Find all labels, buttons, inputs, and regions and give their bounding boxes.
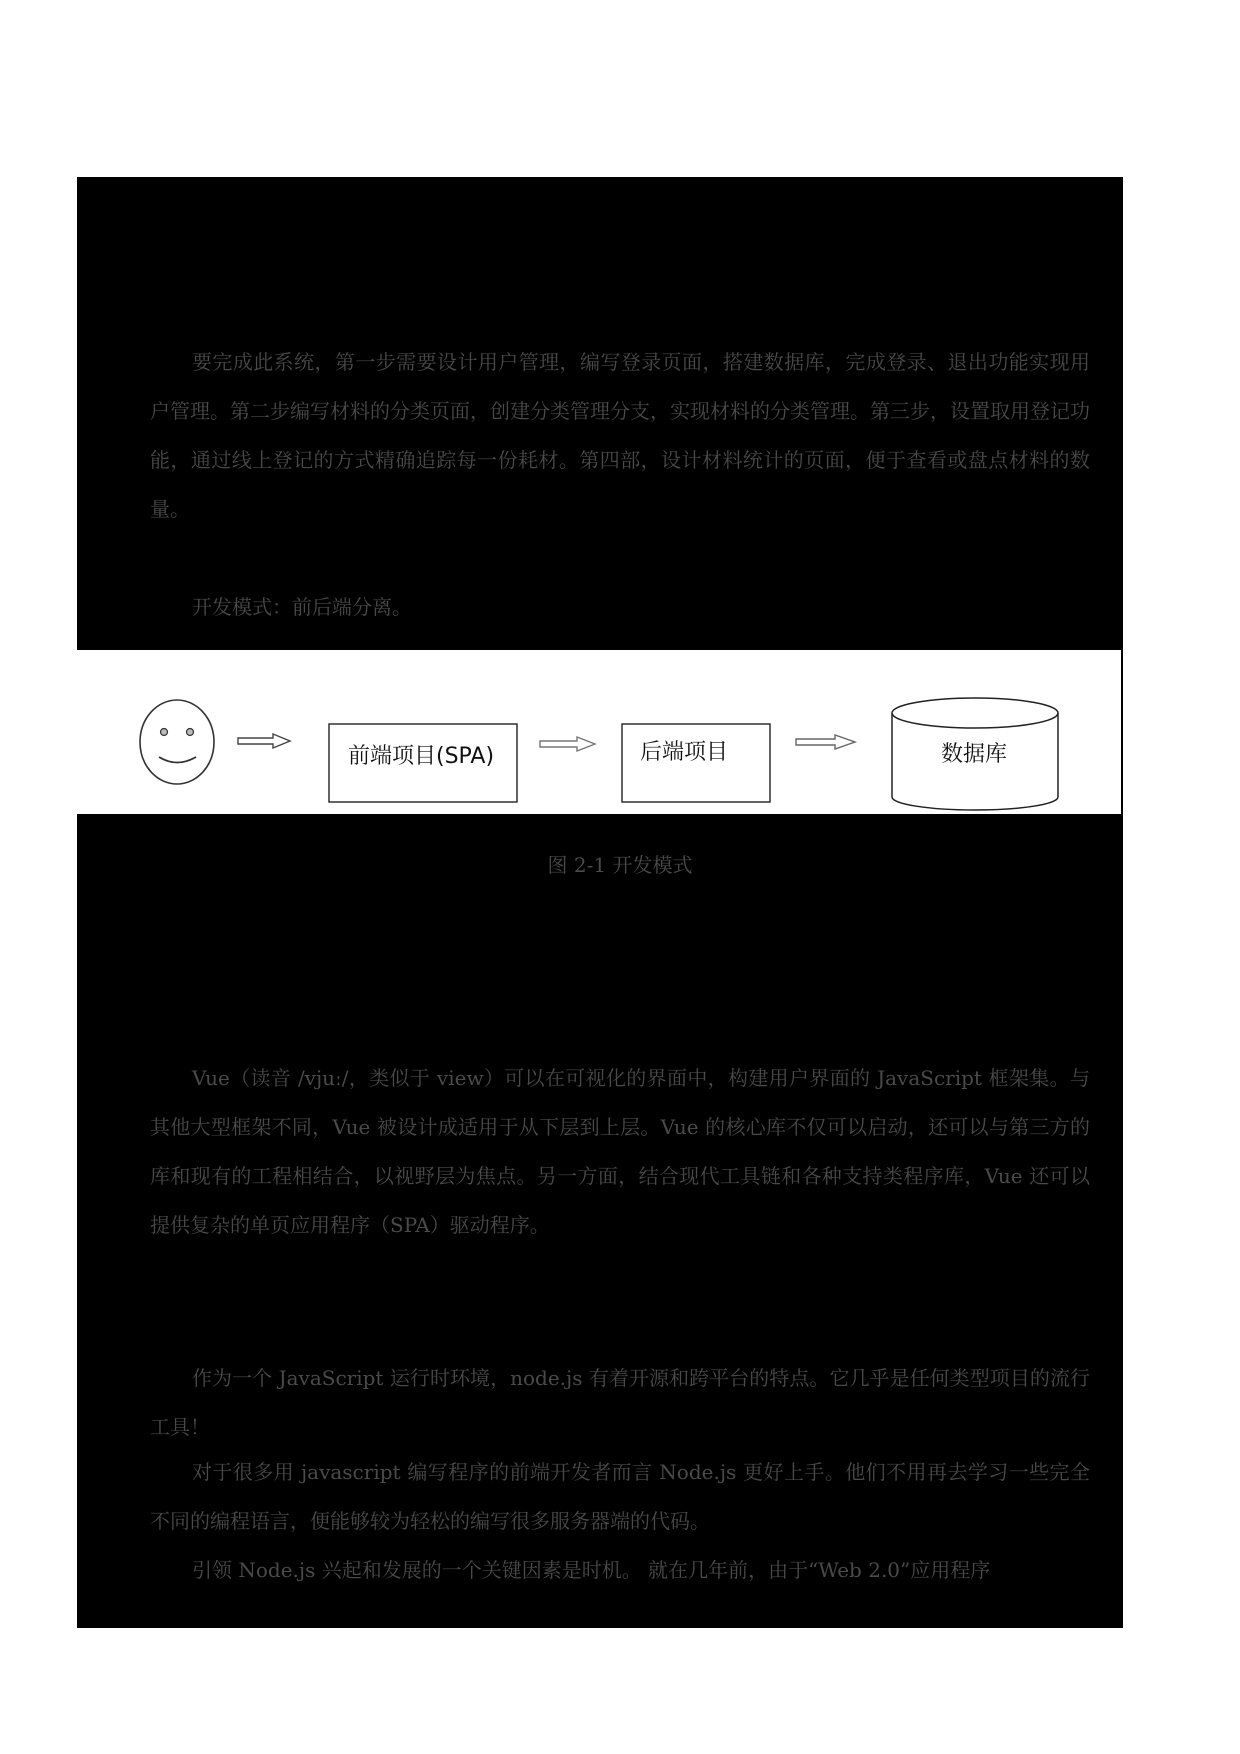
frontend-node [329, 724, 517, 802]
arrow-right-icon [796, 735, 855, 749]
architecture-diagram [77, 650, 1123, 814]
frontend-label: 前端项目(SPA) [348, 744, 495, 769]
arrow-right-icon [540, 737, 595, 751]
backend-label: 后端项目 [640, 740, 729, 765]
figure-caption: 图 2-1 开发模式 [547, 853, 693, 877]
paragraph-nodejs-timing: 引领 Node.js 兴起和发展的一个关键因素是时机。 就在几年前，由于“Web 2.0”应用程序 [192, 1558, 991, 1582]
paragraph-dev-mode: 开发模式：前后端分离。 [192, 595, 412, 619]
paragraph-vue: Vue（读音 /vjuː/，类似于 view）可以在可视化的界面中，构建用户界面的 JavaScript 框架集。与其他大型框架不同，Vue 被设计成适用于从下层到上层。Vue 的核心库不仅可以启动，还可以与第三方的库和现有的工程相结合，以视野层为焦点。另一方面，结合现代工具链和各种支持类程序库，Vue 还可以提供复杂的单页应用程序（SPA）驱动程序。 [150, 1066, 1090, 1237]
database-node [892, 698, 1058, 810]
paragraph-nodejs-frontend: 对于很多用 javascript 编写程序的前端开发者而言 Node.js 更好上手。他们不用再去学习一些完全不同的编程语言，便能够较为轻松的编写很多服务器端的代码。 [150, 1460, 1090, 1533]
user-smiley-icon [140, 700, 214, 784]
arrow-right-icon [238, 734, 290, 748]
paragraph-system-steps: 要完成此系统，第一步需要设计用户管理，编写登录页面，搭建数据库，完成登录、退出功能实现用户管理。第二步编写材料的分类页面，创建分类管理分支，实现材料的分类管理。第三步，设置取用登记功能，通过线上登记的方式精确追踪每一份耗材。第四部，设计材料统计的页面，便于查看或盘点材料的数量。 [150, 350, 1090, 521]
database-label: 数据库 [941, 742, 1008, 767]
backend-node [622, 724, 770, 802]
paragraph-nodejs-intro: 作为一个 JavaScript 运行时环境，node.js 有着开源和跨平台的特点。它几乎是任何类型项目的流行工具！ [150, 1366, 1090, 1439]
